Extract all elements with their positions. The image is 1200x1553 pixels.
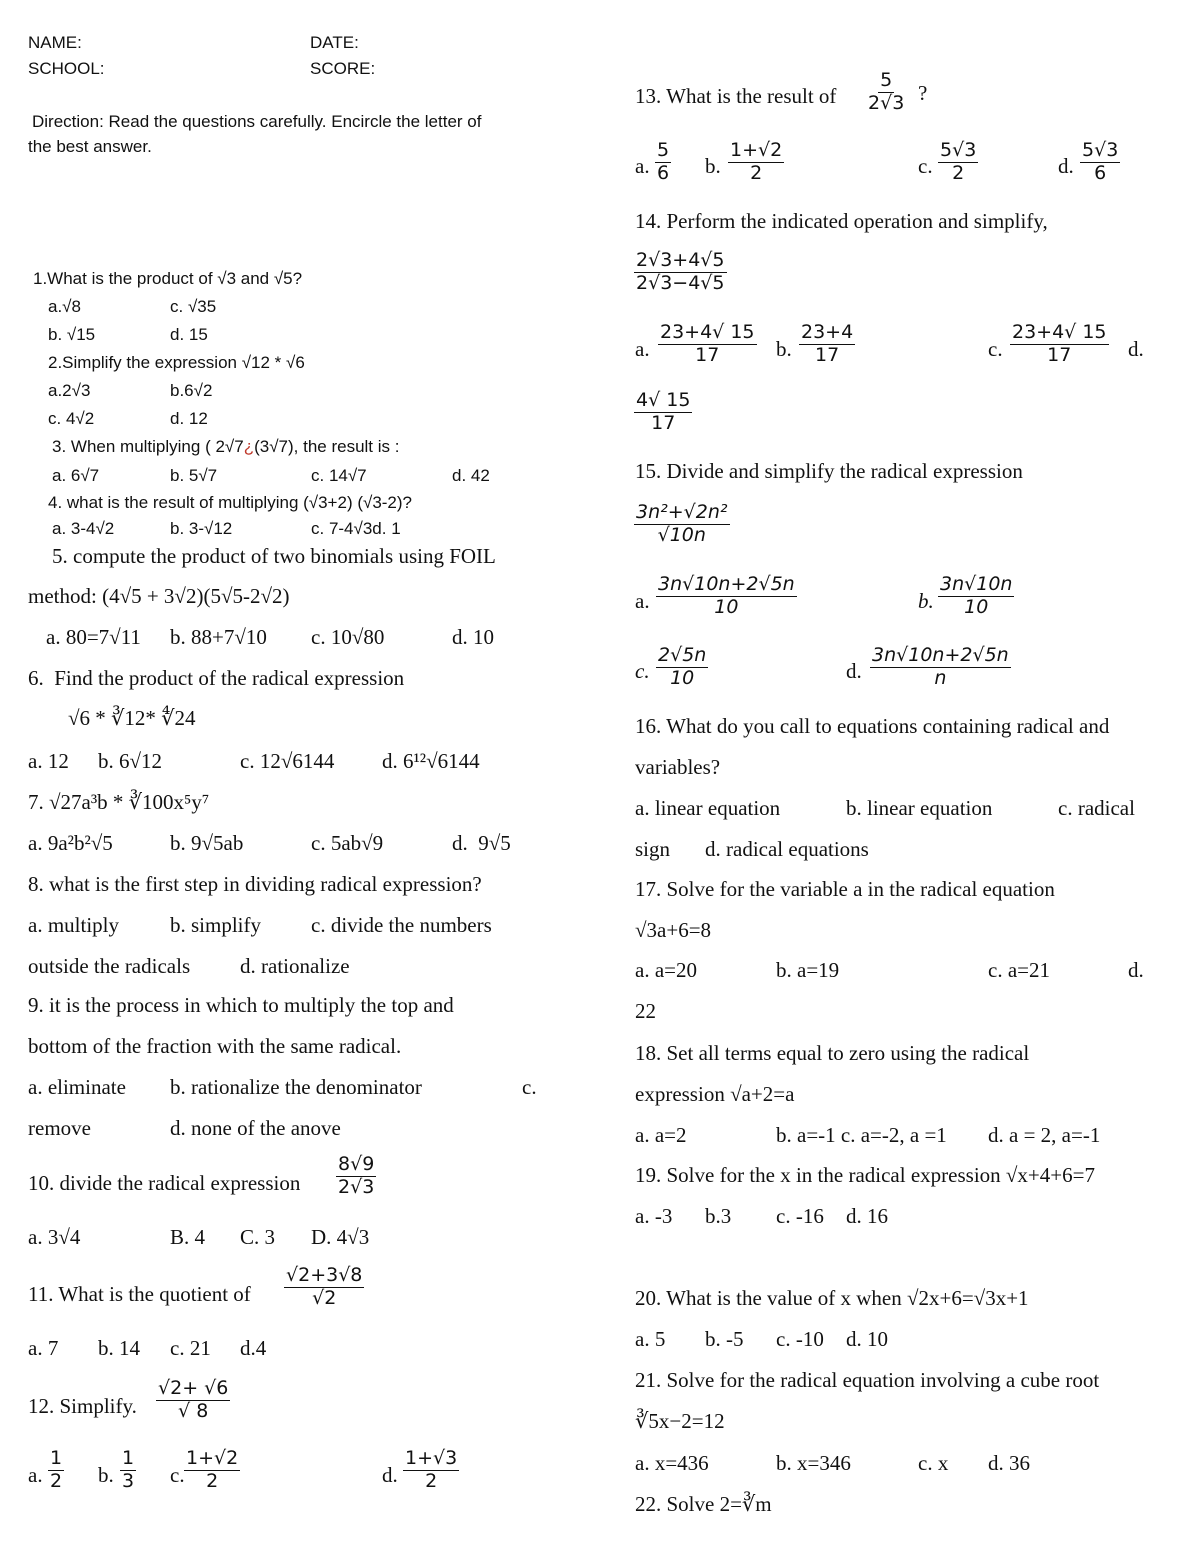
q15-option-b-denominator: 10 bbox=[964, 595, 989, 618]
q10-stem: 10. divide the radical expression bbox=[28, 1171, 301, 1195]
q10-option-c[interactable]: C. 3 bbox=[240, 1225, 276, 1249]
q3-stem-pre: 3. When multiplying ( 2√7 bbox=[52, 437, 244, 456]
q12-option-d-denominator: 2 bbox=[425, 1469, 438, 1492]
q17-option-b[interactable]: b. a=19 bbox=[776, 958, 840, 982]
q17-option-d-continued: 22 bbox=[635, 999, 656, 1023]
q4-option-b[interactable]: b. 3-√12 bbox=[170, 519, 233, 538]
q13-option-d-denominator: 6 bbox=[1094, 161, 1107, 184]
q11-option-b[interactable]: b. 14 bbox=[98, 1336, 140, 1360]
q21-option-a[interactable]: a. x=436 bbox=[635, 1451, 709, 1475]
q13-option-d-label[interactable]: d. bbox=[1058, 154, 1074, 178]
q12-option-c-fraction[interactable] bbox=[184, 1448, 240, 1493]
q15-option-d-label[interactable]: d. bbox=[846, 659, 862, 683]
q1-stem: 1.What is the product of √3 and √5? bbox=[33, 269, 303, 288]
q1-option-a[interactable]: a.√8 bbox=[48, 297, 81, 316]
q15-option-c-fraction[interactable] bbox=[656, 645, 708, 690]
q14-option-d-numerator: 4√ 15 bbox=[636, 389, 691, 411]
q11-option-a[interactable]: a. 7 bbox=[28, 1336, 59, 1360]
q20-option-b[interactable]: b. -5 bbox=[705, 1327, 744, 1351]
q16-option-b[interactable]: b. linear equation bbox=[846, 796, 993, 820]
q20-option-d[interactable]: d. 10 bbox=[846, 1327, 888, 1351]
q8-option-a[interactable]: a. multiply bbox=[28, 913, 119, 937]
q22-stem: 22. Solve 2=∛m bbox=[635, 1492, 772, 1516]
q8-option-c-continued: outside the radicals bbox=[28, 954, 191, 978]
q13-option-d-numerator: 5√3 bbox=[1082, 139, 1119, 161]
q16-stem-line-1: 16. What do you call to equations containing radical and bbox=[635, 714, 1110, 738]
q17-option-a[interactable]: a. a=20 bbox=[635, 958, 697, 982]
q14-option-a-denominator: 17 bbox=[695, 343, 720, 366]
q12-option-b-label[interactable]: b. bbox=[98, 1463, 114, 1487]
q9-option-a[interactable]: a. eliminate bbox=[28, 1075, 126, 1099]
q11-stem: 11. What is the quotient of bbox=[28, 1282, 251, 1306]
q19-option-c[interactable]: c. -16 bbox=[776, 1204, 824, 1228]
q13-option-c-denominator: 2 bbox=[952, 161, 965, 184]
q9-option-d[interactable]: d. none of the anove bbox=[170, 1116, 341, 1140]
q3-stem-mark: ¿ bbox=[243, 437, 255, 456]
q2-option-b[interactable]: b.6√2 bbox=[170, 381, 213, 400]
q15-option-a-numerator: 3n√10n+2√5n bbox=[658, 573, 795, 595]
q13-option-b-numerator: 1+√2 bbox=[730, 139, 783, 161]
q3-option-c[interactable]: c. 14√7 bbox=[311, 466, 367, 485]
q13-fraction bbox=[866, 70, 906, 115]
q1-option-c[interactable]: c. √35 bbox=[170, 297, 217, 316]
q15-option-b-fraction[interactable] bbox=[938, 574, 1014, 619]
q20-stem: 20. What is the value of x when √2x+6=√3x+1 bbox=[635, 1286, 1029, 1310]
q13-option-b-fraction[interactable] bbox=[728, 140, 784, 185]
q13-option-b-denominator: 2 bbox=[750, 161, 763, 184]
q11-fraction bbox=[284, 1265, 364, 1310]
q14-option-a-numerator: 23+4√ 15 bbox=[660, 321, 755, 343]
q8-option-c[interactable]: c. divide the numbers bbox=[311, 913, 492, 937]
q14-option-d-fraction[interactable] bbox=[634, 390, 692, 435]
q10-option-d[interactable]: D. 4√3 bbox=[311, 1225, 370, 1249]
q11-option-d[interactable]: d.4 bbox=[240, 1336, 267, 1360]
q21-option-c[interactable]: c. x bbox=[918, 1451, 949, 1475]
q13-denominator: 2√3 bbox=[868, 91, 905, 114]
q13-option-b-label[interactable]: b. bbox=[705, 154, 721, 178]
q12-option-c-label[interactable]: c. bbox=[170, 1463, 185, 1487]
q10-numerator: 8√9 bbox=[338, 1153, 375, 1175]
q14-option-a-fraction[interactable] bbox=[658, 322, 757, 367]
q13-option-a-numerator: 5 bbox=[657, 139, 670, 161]
q3-option-b[interactable]: b. 5√7 bbox=[170, 466, 218, 485]
q14-stem: 14. Perform the indicated operation and simplify, bbox=[635, 209, 1048, 233]
q17-option-d[interactable]: d. bbox=[1128, 958, 1144, 982]
q20-option-a[interactable]: a. 5 bbox=[635, 1327, 666, 1351]
q8-option-b[interactable]: b. simplify bbox=[170, 913, 262, 937]
q19-option-d[interactable]: d. 16 bbox=[846, 1204, 888, 1228]
direction-line-2: the best answer. bbox=[28, 137, 152, 156]
q14-option-d-denominator: 17 bbox=[651, 411, 676, 434]
q14-denominator: 2√3−4√5 bbox=[636, 271, 725, 294]
q5-option-c[interactable]: c. 10√80 bbox=[311, 625, 385, 649]
q17-stem: 17. Solve for the variable a in the radical equation bbox=[635, 877, 1055, 901]
q18-option-d[interactable]: d. a = 2, a=-1 bbox=[988, 1123, 1101, 1147]
q11-option-c[interactable]: c. 21 bbox=[170, 1336, 211, 1360]
q5-stem-line-1: 5. compute the product of two binomials using FOIL bbox=[52, 544, 496, 568]
q15-stem: 15. Divide and simplify the radical expression bbox=[635, 459, 1023, 483]
q10-fraction bbox=[336, 1154, 376, 1199]
q14-option-c-numerator: 23+4√ 15 bbox=[1012, 321, 1107, 343]
q7-stem: 7. √27a³b * ∛100x⁵y⁷ bbox=[28, 790, 210, 814]
q4-option-c[interactable]: c. 7-4√3d. 1 bbox=[311, 519, 401, 538]
q12-fraction bbox=[156, 1378, 230, 1423]
q18-option-b[interactable]: b. a=-1 c. a=-2, a =1 bbox=[776, 1123, 947, 1147]
q21-equation: ∛5x−2=12 bbox=[635, 1409, 725, 1433]
q13-option-a-label[interactable]: a. bbox=[635, 154, 650, 178]
q14-option-d-label[interactable]: d. bbox=[1128, 337, 1144, 361]
q2-option-c[interactable]: c. 4√2 bbox=[48, 409, 95, 428]
q17-option-c[interactable]: c. a=21 bbox=[988, 958, 1050, 982]
q14-option-b-numerator: 23+4 bbox=[801, 321, 854, 343]
q11-denominator: √2 bbox=[312, 1286, 337, 1309]
q9-option-b[interactable]: b. rationalize the denominator bbox=[170, 1075, 422, 1099]
name-label: NAME: bbox=[28, 33, 82, 52]
q7-option-d[interactable]: d. 9√5 bbox=[452, 831, 511, 855]
q14-numerator: 2√3+4√5 bbox=[636, 249, 725, 271]
q14-option-c-denominator: 17 bbox=[1047, 343, 1072, 366]
q14-option-a-label[interactable]: a. bbox=[635, 337, 650, 361]
q12-option-b-numerator: 1 bbox=[122, 1447, 135, 1469]
q2-option-d[interactable]: d. 12 bbox=[170, 409, 208, 428]
q19-option-b[interactable]: b.3 bbox=[705, 1204, 732, 1228]
q12-option-b-denominator: 3 bbox=[122, 1469, 135, 1492]
q9-stem-line-2: bottom of the fraction with the same radical. bbox=[28, 1034, 402, 1058]
q19-option-a[interactable]: a. -3 bbox=[635, 1204, 673, 1228]
q18-stem-line-2: expression √a+2=a bbox=[635, 1082, 795, 1106]
q15-option-a-denominator: 10 bbox=[714, 595, 739, 618]
q14-option-b-label[interactable]: b. bbox=[776, 337, 792, 361]
q12-option-d-fraction[interactable] bbox=[403, 1448, 459, 1493]
q12-stem: 12. Simplify. bbox=[28, 1394, 137, 1418]
q5-option-d[interactable]: d. 10 bbox=[452, 625, 494, 649]
q11-numerator: √2+3√8 bbox=[286, 1264, 363, 1286]
q6-stem: 6. Find the product of the radical expression bbox=[28, 666, 405, 690]
q3-stem-post: (3√7), the result is : bbox=[254, 437, 400, 456]
q17-equation: √3a+6=8 bbox=[635, 918, 712, 942]
q13-option-c-fraction[interactable] bbox=[938, 140, 978, 185]
q7-option-b[interactable]: b. 9√5ab bbox=[170, 831, 244, 855]
q14-option-c-fraction[interactable] bbox=[1010, 322, 1109, 367]
q21-option-b[interactable]: b. x=346 bbox=[776, 1451, 851, 1475]
q15-option-c-numerator: 2√5n bbox=[658, 644, 707, 666]
q12-option-c-numerator: 1+√2 bbox=[186, 1447, 239, 1469]
q7-option-a[interactable]: a. 9a²b²√5 bbox=[28, 831, 113, 855]
q13-option-c-numerator: 5√3 bbox=[940, 139, 977, 161]
q14-option-c-label[interactable]: c. bbox=[988, 337, 1003, 361]
q6-expression: √6 * ∛12* ∜24 bbox=[68, 706, 196, 730]
q15-option-d-numerator: 3n√10n+2√5n bbox=[872, 644, 1009, 666]
q7-option-c[interactable]: c. 5ab√9 bbox=[311, 831, 384, 855]
q12-option-c-denominator: 2 bbox=[206, 1469, 219, 1492]
q15-option-d-fraction[interactable] bbox=[870, 645, 1011, 690]
q16-option-d[interactable]: d. radical equations bbox=[705, 837, 869, 861]
q12-option-d-label[interactable]: d. bbox=[382, 1463, 398, 1487]
school-label: SCHOOL: bbox=[28, 59, 105, 78]
q15-option-a-label[interactable]: a. bbox=[635, 589, 650, 613]
q6-option-c[interactable]: c. 12√6144 bbox=[240, 749, 335, 773]
q14-option-b-fraction[interactable] bbox=[799, 322, 855, 367]
q16-option-a[interactable]: a. linear equation bbox=[635, 796, 781, 820]
q16-option-c-continued: sign bbox=[635, 837, 671, 861]
q2-option-a[interactable]: a.2√3 bbox=[48, 381, 91, 400]
q12-denominator: √ 8 bbox=[178, 1399, 209, 1422]
q6-option-d[interactable]: d. 6¹²√6144 bbox=[382, 749, 480, 773]
q13-question-mark: ? bbox=[918, 81, 928, 105]
q12-numerator: √2+ √6 bbox=[158, 1377, 229, 1399]
q3-option-d[interactable]: d. 42 bbox=[452, 466, 490, 485]
q12-option-a-label[interactable]: a. bbox=[28, 1463, 43, 1487]
q12-option-a-denominator: 2 bbox=[50, 1469, 63, 1492]
q12-option-b-fraction[interactable] bbox=[120, 1448, 136, 1493]
q15-option-c-denominator: 10 bbox=[670, 666, 695, 689]
q10-option-a[interactable]: a. 3√4 bbox=[28, 1225, 81, 1249]
q13-numerator: 5 bbox=[880, 69, 893, 91]
q10-option-b[interactable]: B. 4 bbox=[170, 1225, 206, 1249]
q10-denominator: 2√3 bbox=[338, 1175, 375, 1198]
q18-option-a[interactable]: a. a=2 bbox=[635, 1123, 687, 1147]
q6-option-b[interactable]: b. 6√12 bbox=[98, 749, 163, 773]
q21-stem: 21. Solve for the radical equation involving a cube root bbox=[635, 1368, 1100, 1392]
q20-option-c[interactable]: c. -10 bbox=[776, 1327, 824, 1351]
q18-stem-line-1: 18. Set all terms equal to zero using the radical bbox=[635, 1041, 1030, 1065]
q2-stem: 2.Simplify the expression √12 * √6 bbox=[48, 353, 305, 372]
score-label: SCORE: bbox=[310, 59, 376, 78]
q21-option-d[interactable]: d. 36 bbox=[988, 1451, 1030, 1475]
q1-option-d[interactable]: d. 15 bbox=[170, 325, 208, 344]
q15-numerator: 3n²+√2n² bbox=[636, 501, 728, 523]
q5-stem-line-2: method: (4√5 + 3√2)(5√5-2√2) bbox=[28, 584, 290, 608]
q13-option-a-denominator: 6 bbox=[657, 161, 670, 184]
q8-option-d[interactable]: d. rationalize bbox=[240, 954, 350, 978]
q12-option-a-fraction[interactable] bbox=[48, 1448, 64, 1493]
q15-option-c-label[interactable]: c. bbox=[635, 659, 650, 683]
q13-option-c-label[interactable]: c. bbox=[918, 154, 933, 178]
q4-option-a[interactable]: a. 3-4√2 bbox=[52, 519, 115, 538]
q16-option-c[interactable]: c. radical bbox=[1058, 796, 1135, 820]
q15-option-b-label[interactable]: b. bbox=[918, 589, 934, 613]
q3-option-a[interactable]: a. 6√7 bbox=[52, 466, 100, 485]
q15-fraction bbox=[634, 502, 730, 547]
q19-stem: 19. Solve for the x in the radical expression √x+4+6=7 bbox=[635, 1163, 1095, 1187]
q9-option-c-continued: remove bbox=[28, 1116, 91, 1140]
q15-denominator: √10n bbox=[657, 523, 706, 546]
q5-option-b[interactable]: b. 88+7√10 bbox=[170, 625, 267, 649]
q15-option-b-numerator: 3n√10n bbox=[940, 573, 1013, 595]
q16-stem-line-2: variables? bbox=[635, 755, 721, 779]
q5-option-a[interactable]: a. 80=7√11 bbox=[46, 625, 141, 649]
q13-option-a-fraction[interactable] bbox=[655, 140, 671, 185]
q6-option-a[interactable]: a. 12 bbox=[28, 749, 69, 773]
q3-stem bbox=[52, 438, 399, 457]
q14-fraction bbox=[634, 250, 727, 295]
q1-option-b[interactable]: b. √15 bbox=[48, 325, 96, 344]
q8-stem: 8. what is the first step in dividing radical expression? bbox=[28, 872, 482, 896]
q15-option-d-denominator: n bbox=[934, 666, 947, 689]
q13-option-d-fraction[interactable] bbox=[1080, 140, 1120, 185]
q14-option-b-denominator: 17 bbox=[815, 343, 840, 366]
q12-option-a-numerator: 1 bbox=[50, 1447, 63, 1469]
direction-line-1: Direction: Read the questions carefully. Encircle the letter of bbox=[32, 112, 482, 131]
q4-stem: 4. what is the result of multiplying (√3+2) (√3-2)? bbox=[48, 493, 413, 512]
q13-stem: 13. What is the result of bbox=[635, 84, 837, 108]
date-label: DATE: bbox=[310, 33, 359, 52]
q9-stem-line-1: 9. it is the process in which to multiply the top and bbox=[28, 993, 454, 1017]
q9-option-c[interactable]: c. bbox=[522, 1075, 537, 1099]
q12-option-d-numerator: 1+√3 bbox=[405, 1447, 458, 1469]
q15-option-a-fraction[interactable] bbox=[656, 574, 797, 619]
